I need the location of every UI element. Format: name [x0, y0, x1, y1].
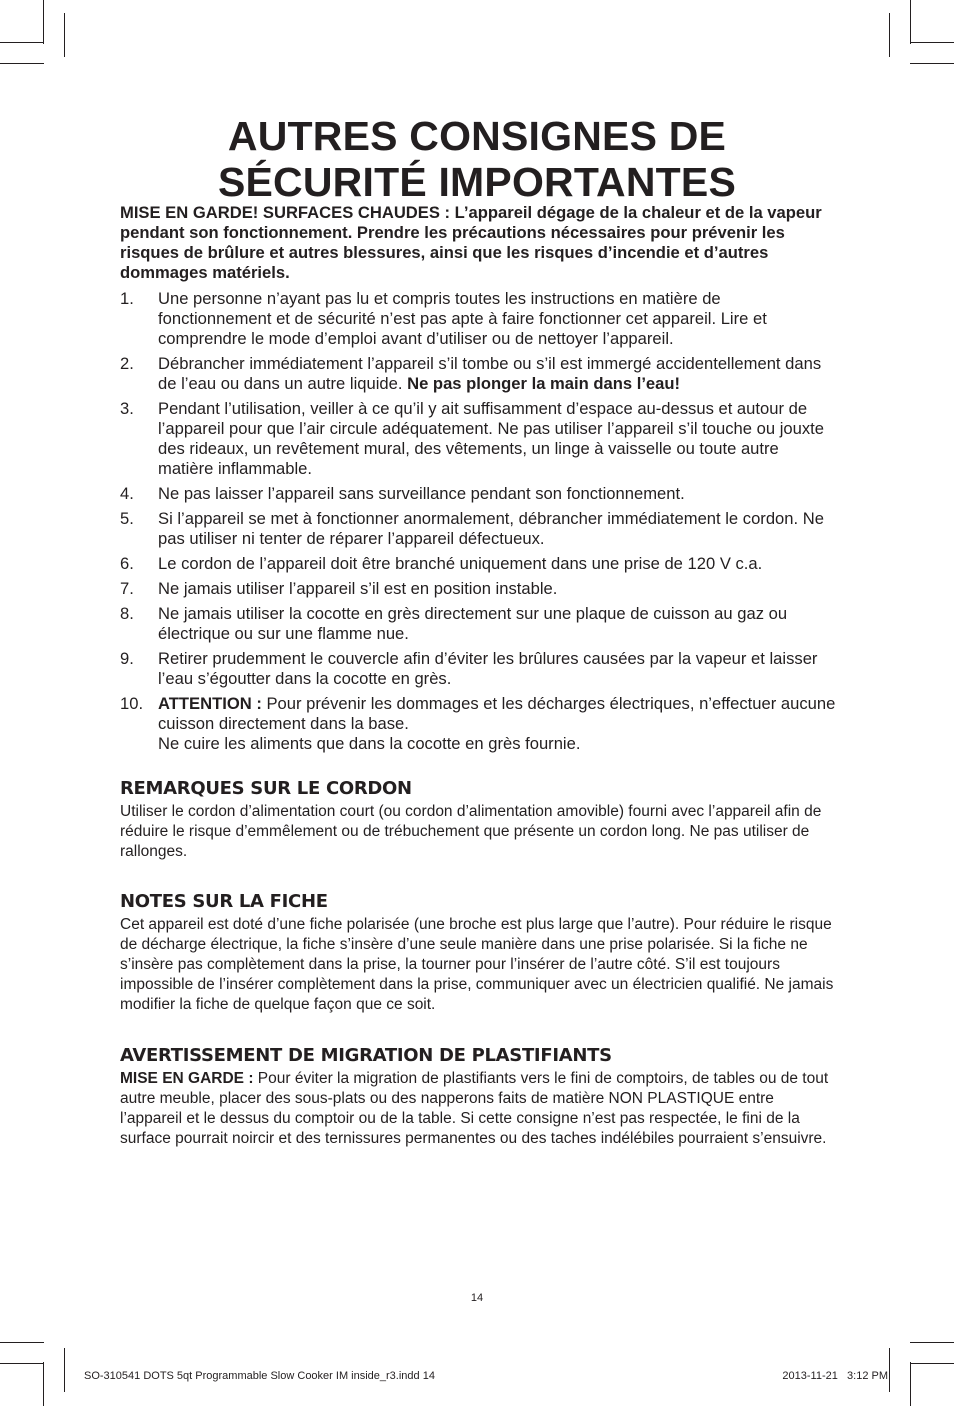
list-item: 4. Ne pas laisser l’appareil sans surveillance pendant son fonctionnement. — [120, 484, 685, 503]
safety-rules-list — [120, 289, 838, 754]
section-text: Utiliser le cordon d’alimentation court (ou cordon d’alimentation amovible) fourni avec l’appareil afin de réduire le risque d’emmêlement ou de trébuchement que présente un cordon long. Ne pas utiliser de rallonges. — [120, 803, 822, 860]
crop-mark — [43, 1362, 44, 1406]
list-item: 6. Le cordon de l’appareil doit être branché uniquement dans une prise de 120 V c.a. — [120, 554, 763, 573]
plug-section — [120, 891, 838, 1015]
crop-mark — [910, 1363, 954, 1364]
list-item: 5. Si l’appareil se met à fonctionner anormalement, débrancher immédiatement le cordon. Ne pas utiliser ni tenter de réparer l’appareil défectueux. — [120, 509, 824, 548]
crop-mark — [910, 1362, 911, 1406]
list-item: 7. Ne jamais utiliser l’appareil s’il est en position instable. — [120, 579, 558, 598]
section-heading: REMARQUES SUR LE CORDON — [120, 778, 412, 799]
page-title-line-2: SÉCURITÉ IMPORTANTES — [217, 159, 737, 205]
crop-mark — [910, 42, 954, 43]
section-text: MISE EN GARDE : Pour éviter la migration de plastifiants vers le fini de comptoirs, de tables ou de tout autre meuble, placer des sous-plats ou des napperons faits de matière NON PLASTIQUE entre l’appareil et le dessus du comptoir ou de la table. Si cette consigne n’est pas respectée, le fini de la surface pourrait noircir et des ternissures permanentes ou des taches indélébiles pourraient s’ensuivre. — [120, 1070, 829, 1147]
section-text: Cet appareil est doté d’une fiche polarisée (une broche est plus large que l’autre). Pour réduire le risque de décharge électrique, la fiche s’insère d’une seule manière dans une prise polarisée. Si la fiche ne s’insère pas complètement dans la prise, la tourner pour l’insérer de l’autre côté. S’il est toujours impossible de l’insérer complètement dans la prise, communiquer avec un électricien qualifié. Ne jamais modifier la fiche de quelque façon que ce soit. — [120, 916, 834, 1013]
crop-mark — [0, 63, 44, 64]
list-item: 8. Ne jamais utiliser la cocotte en grès directement sur une plaque de cuisson au gaz ou électrique ou sur une flamme nue. — [120, 604, 788, 643]
page-title-line-1: AUTRES CONSIGNES DE — [227, 113, 727, 159]
crop-mark — [0, 1342, 44, 1343]
list-item: 2. Débrancher immédiatement l’appareil s’il tombe ou s’il est immergé accidentellement dans de l’eau ou dans un autre liquide. Ne pas plonger la main dans l’eau! — [120, 354, 822, 393]
main-content — [120, 203, 838, 1149]
crop-mark — [910, 1342, 954, 1343]
crop-mark — [43, 0, 44, 44]
hot-surfaces-warning: MISE EN GARDE! SURFACES CHAUDES : L’appareil dégage de la chaleur et de la vapeur pendant son fonctionnement. Prendre les précautions nécessaires pour prévenir les risques de brûlure et autres blessures, ainsi que les risques d’incendie et d’autres dommages matériels. — [120, 203, 822, 282]
section-heading: AVERTISSEMENT DE MIGRATION DE PLASTIFIANTS — [120, 1045, 612, 1066]
crop-mark — [64, 13, 65, 57]
plasticizer-section — [120, 1045, 838, 1149]
list-item: 10. ATTENTION : Pour prévenir les dommages et les décharges électriques, n’effectuer aucune cuisson directement dans la base. Ne cuire les aliments que dans la cocotte en grès fournie. — [120, 694, 836, 753]
crop-mark — [0, 42, 44, 43]
cord-section — [120, 778, 838, 862]
slug-filename: SO-310541 DOTS 5qt Programmable Slow Cooker IM inside_r3.indd 14 — [84, 1370, 435, 1382]
crop-mark — [889, 13, 890, 57]
crop-mark — [910, 63, 954, 64]
list-item: 9. Retirer prudemment le couvercle afin d’éviter les brûlures causées par la vapeur et laisser l’eau s’égoutter dans la cocotte en grès. — [120, 649, 818, 688]
crop-mark — [910, 0, 911, 44]
page-number: 14 — [470, 1292, 484, 1304]
crop-mark — [64, 1348, 65, 1392]
list-item: 3. Pendant l’utilisation, veiller à ce qu’il y ait suffisamment d’espace au-dessus et autour de l’appareil pour que l’air circule adéquatement. Ne pas utiliser l’appareil s’il touche ou jouxte des rideaux, un revêtement mural, des vêtements, un linge à vaisselle ou toute autre matière inflammable. — [120, 399, 824, 478]
section-heading: NOTES SUR LA FICHE — [120, 891, 328, 912]
crop-mark — [0, 1363, 44, 1364]
page-title — [0, 113, 954, 205]
list-item: 1. Une personne n’ayant pas lu et compris toutes les instructions en matière de fonctionnement et de sécurité n’est pas apte à faire fonctionner cet appareil. Lire et comprendre le mode d’emploi avant d’utiliser ou de nettoyer l’appareil. — [120, 289, 767, 348]
crop-mark — [889, 1348, 890, 1392]
slug-timestamp: 2013-11-21 3:12 PM — [782, 1370, 888, 1382]
